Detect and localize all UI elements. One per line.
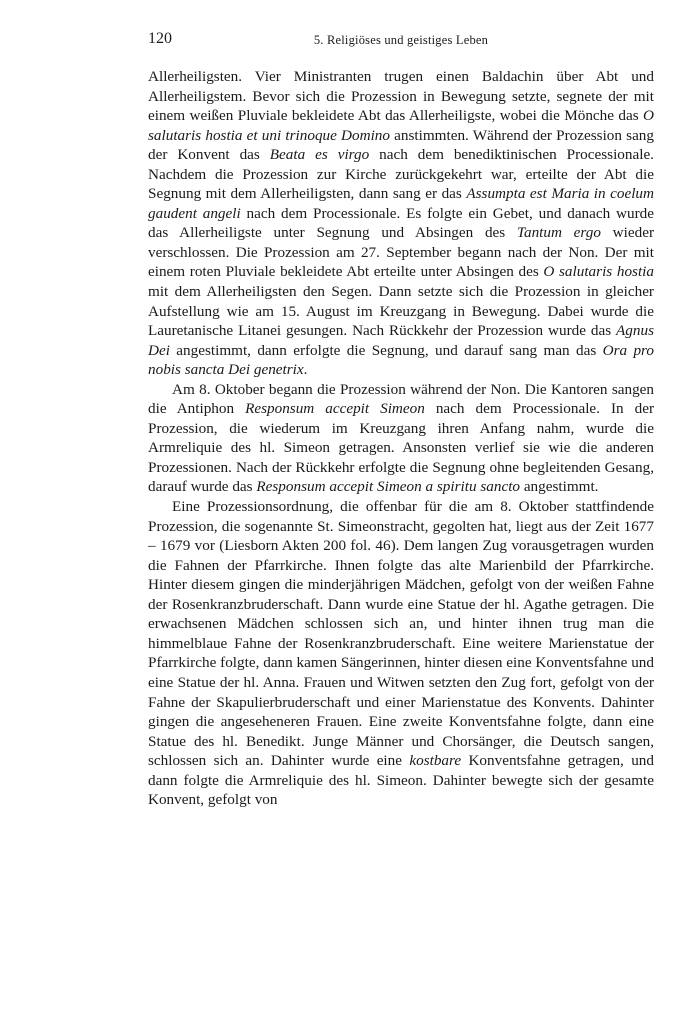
text-run: angestimmt, dann erfolgte die Segnung, und darauf sang man das bbox=[169, 341, 603, 359]
italic-title: Agnus Dei bbox=[148, 322, 654, 359]
italic-title: Responsum accepit Simeon bbox=[245, 400, 425, 418]
page-header bbox=[148, 30, 654, 52]
text-run: Konventsfahne getragen, und dann folgte die Armreliquie des hl. Simeon. Dahinter bewegte sich der gesamte Konvent, gefolgt von bbox=[148, 752, 654, 809]
italic-title: kostbare bbox=[409, 752, 462, 770]
text-run: wieder verschlossen. Die Prozession am 27. September begann nach der Non. Der mit einem roten Pluviale bekleidete Abt erteilte unter Absingen des bbox=[148, 224, 654, 281]
text-run: nach dem Processionale. In der Prozession, die wiederum im Kreuzgang ihren Anfang nahm, wurde die Armreliquie des hl. Simeon getragen. Ansonsten verlief sie wie die anderen Prozessionen. Nach der Rückkehr erfolgte die Segnung ohne begleitenden Gesang, darauf wurde das bbox=[148, 400, 655, 496]
italic-title: Assumpta est Maria in coelum gaudent angeli bbox=[148, 185, 654, 222]
page-number: 120 bbox=[148, 30, 172, 47]
text-run: nach dem benediktinischen Processionale. Nachdem die Prozession zur Kirche zurückgekehrt war, erteilte der Abt die Segnung mit dem Allerheiligsten, dann sang er das bbox=[148, 146, 654, 203]
text-run: angestimmt. bbox=[520, 478, 599, 496]
italic-title: O salutaris hostia bbox=[543, 263, 654, 281]
text-run: mit dem Allerheiligsten den Segen. Dann setzte sich die Prozession in gleicher Aufstellung wie am 15. August im Kreuzgang in Bewegung. Dabei wurde die Lauretanische Litanei gesungen. Nach Rückkehr der Prozession wurde das bbox=[148, 283, 654, 340]
text-run: nach dem Processionale. Es folgte ein Gebet, und danach wurde das Allerheiligste unter Segnung und Absingen des bbox=[148, 204, 655, 242]
text-run: anstimmten. Während der Prozession sang der Konvent das bbox=[148, 126, 654, 164]
italic-title: O salutaris hostia et uni trinoque Domino bbox=[148, 107, 654, 144]
paragraph bbox=[148, 67, 654, 380]
text-run: Am 8. Oktober begann die Prozession während der Non. Die Kantoren sangen die Antiphon bbox=[148, 380, 654, 418]
text-run: . bbox=[303, 361, 308, 379]
book-page bbox=[148, 30, 654, 810]
italic-title: Responsum accepit Simeon a spiritu sancto bbox=[256, 478, 521, 496]
italic-title: Beata es virgo bbox=[269, 146, 370, 164]
text-run: Eine Prozessionsordnung, die offenbar für die am 8. Oktober stattfindende Prozession, die sogenannte St. Simeonstracht, gegolten hat, liegt aus der Zeit 1677 – 1679 vor (Liesborn Akten 200 fol. 46). Dem langen Zug vorausgetragen wurden die Fahnen der Pfarrkirche. Ihnen folgte das alte Marienbild der Pfarrkirche. Hinter diesem gingen die minderjährigen Mädchen, gefolgt von der weißen Fahne der Rosenkranzbruderschaft. Dann wurde eine Statue der hl. Agathe getragen. Die erwachsenen Mädchen schlossen sich an, und hinter ihnen trug man die himmelblaue Fahne der Rosenkranzbruderschaft. Eine weitere Marienstatue der Pfarrkirche folgte, dann kamen Sängerinnen, hinter diesen eine Konventsfahne und eine Statue der hl. Anna. Frauen und Witwen setzten den Zug fort, gefolgt von der Fahne der Skapulierbruderschaft und einer Marienstatue des Konvents. Dahinter gingen die angeseheneren Frauen. Eine zweite Konventsfahne folgte, dann eine Statue des hl. Benedikt. Junge Männer und Chorsänger, die Deutsch sangen, schlossen sich an. Dahinter wurde eine bbox=[148, 498, 654, 770]
body-text bbox=[148, 67, 654, 810]
paragraph bbox=[148, 380, 654, 497]
running-head: 5. Religiöses und geistiges Leben bbox=[313, 33, 489, 47]
italic-title: Ora pro nobis sancta Dei genetrix bbox=[148, 341, 654, 379]
text-run: Allerheiligsten. Vier Ministranten trugen einen Baldachin über Abt und Allerheiligstem. Bevor sich die Prozession in Bewegung setzte, segnete der mit einem weißen Pluviale bekleidete Abt das Allerheiligste, wobei die Mönche das bbox=[148, 68, 654, 125]
italic-title: Tantum ergo bbox=[516, 224, 601, 242]
paragraph bbox=[148, 497, 654, 810]
